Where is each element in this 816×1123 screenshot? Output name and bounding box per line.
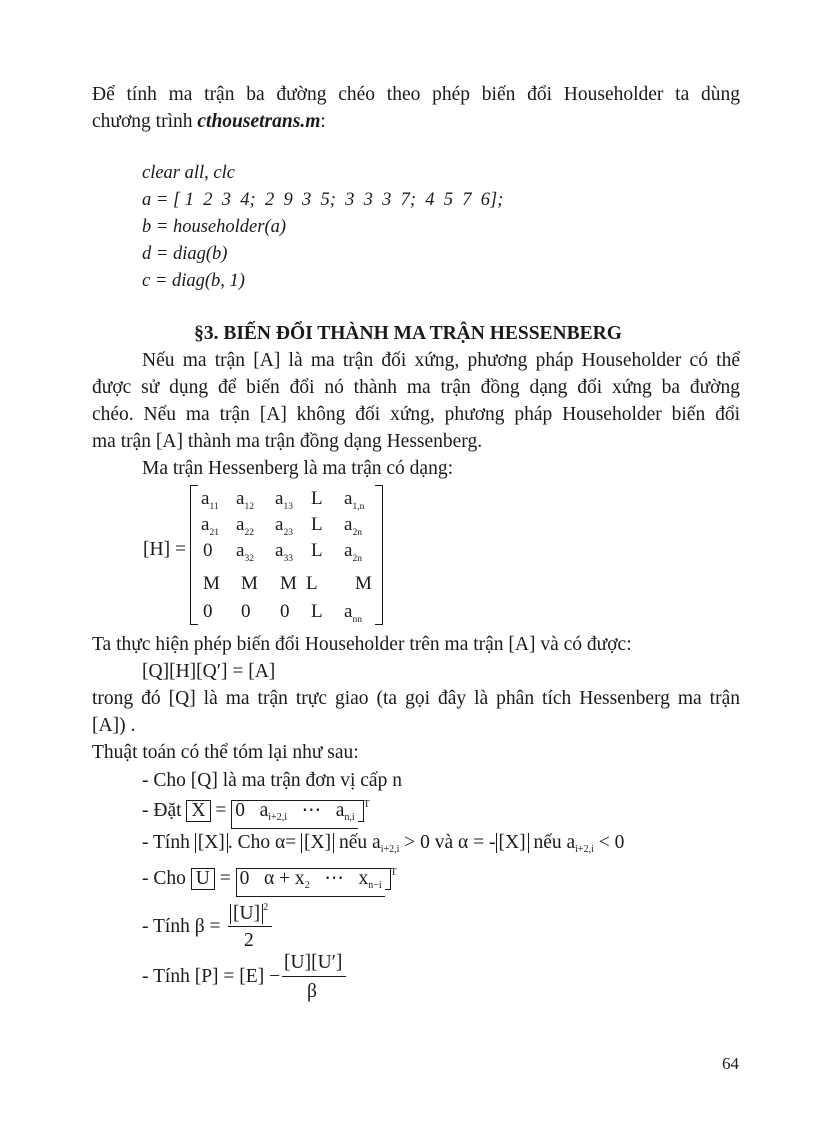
matrix-cell: L <box>311 540 323 561</box>
code-line-4: d = diag(b) <box>142 244 228 264</box>
matrix-cell: M <box>355 573 372 594</box>
matrix-cell: $a_{32}$ <box>236 540 254 564</box>
intro-line-2-suffix: : <box>320 111 326 132</box>
step-6-numerator: [U][U′] <box>284 952 343 973</box>
step-5-numerator: [U] $^2$ <box>230 902 268 925</box>
matrix-cell: $a_{33}$ <box>275 540 293 564</box>
algorithm-intro: Thuật toán có thể tóm lại như sau: <box>92 742 359 763</box>
matrix-cell: $a_{1,n}$ <box>344 488 365 512</box>
matrix-cell: M <box>241 573 258 594</box>
matrix-cell: $a_{2n}$ <box>344 514 362 538</box>
program-name: cthousetrans.m <box>197 111 321 132</box>
section-title: §3. BIẾN ĐỔI THÀNH MA TRẬN HESSENBERG <box>194 323 622 344</box>
step-1: - Cho [Q] là ma trận đơn vị cấp n <box>142 770 402 791</box>
paragraph-1-line-4: ma trận [A] thành ma trận đồng dạng Hessenberg. <box>92 431 483 452</box>
perform-text: Ta thực hiện phép biến đổi Householder trên ma trận [A] và có được: <box>92 634 632 655</box>
matrix-cell: 0 <box>203 601 213 622</box>
paragraph-2-line-2: [A]) . <box>92 715 136 736</box>
matrix-cell: M <box>280 573 297 594</box>
page-number: 64 <box>722 1054 739 1073</box>
step-2: - Đặt X = 0 $a_{i+2,i}$ ⋯ $a_{n,i}$ $^T$ <box>142 799 370 829</box>
paragraph-2-line-1: trong đó [Q] là ma trận trực giao (ta gọi đây là phân tích Hessenberg ma trận <box>92 688 740 709</box>
step-6-prefix: - Tính [P] = [E] − <box>142 966 281 987</box>
matrix-cell: $a_{nn}$ <box>344 601 362 625</box>
step-5-prefix: - Tính β = <box>142 916 221 937</box>
matrix-cell: $a_{21}$ <box>201 514 219 538</box>
matrix-cell: $a_{12}$ <box>236 488 254 512</box>
matrix-cell: L <box>311 488 323 509</box>
matrix-cell: $a_{11}$ <box>201 488 219 512</box>
step-3: - Tính [X] . Cho α= [X] nếu $a_{i+2,i} > 0$ và α = - [X] nếu $a_{i+2,i} < 0$ <box>142 832 625 855</box>
matrix-cell: 0 <box>203 540 213 561</box>
matrix-cell: M <box>203 573 220 594</box>
intro-line-2 <box>92 111 326 133</box>
matrix-left-bracket <box>190 485 198 625</box>
matrix-cell: $a_{13}$ <box>275 488 293 512</box>
step-5-fraction-bar <box>228 926 272 927</box>
matrix-cell: L <box>311 601 323 622</box>
code-line-3: b = householder(a) <box>142 217 287 237</box>
matrix-cell: $a_{2n}$ <box>344 540 362 564</box>
matrix-cell: 0 <box>280 601 290 622</box>
matrix-cell: 0 <box>241 601 251 622</box>
matrix-label: [H] = <box>143 539 186 560</box>
step-5-denominator: 2 <box>244 930 254 951</box>
paragraph-1-line-2: được sử dụng để biến đổi nó thành ma trận đồng dạng đối xứng ba đường <box>92 377 740 398</box>
hessenberg-intro: Ma trận Hessenberg là ma trận có dạng: <box>142 458 453 479</box>
matrix-cell: L <box>311 514 323 535</box>
equation-qhq: [Q][H][Q′] = [A] <box>142 661 276 682</box>
step-4: - Cho U = 0 $\alpha + x_2$ ⋯ $x_{n-i}$ $^T$ <box>142 867 397 897</box>
step-6-fraction-bar <box>282 976 346 977</box>
matrix-cell: $a_{22}$ <box>236 514 254 538</box>
matrix-cell: $a_{23}$ <box>275 514 293 538</box>
code-line-1: clear all, clc <box>142 163 235 183</box>
step-6-denominator: β <box>307 981 317 1002</box>
code-line-5: c = diag(b, 1) <box>142 271 245 291</box>
intro-line-1: Để tính ma trận ba đường chéo theo phép biến đổi Householder ta dùng <box>92 84 740 105</box>
matrix-right-bracket <box>375 485 383 625</box>
paragraph-1-line-3: chéo. Nếu ma trận [A] không đối xứng, phương pháp Householder biến đổi <box>92 404 740 425</box>
code-line-2: a = [ 1 2 3 4; 2 9 3 5; 3 3 3 7; 4 5 7 6]; <box>142 190 504 210</box>
matrix-cell: L <box>306 573 318 594</box>
intro-line-2-prefix: chương trình <box>92 111 198 132</box>
paragraph-1-line-1: Nếu ma trận [A] là ma trận đối xứng, phương pháp Householder có thể <box>142 350 740 371</box>
